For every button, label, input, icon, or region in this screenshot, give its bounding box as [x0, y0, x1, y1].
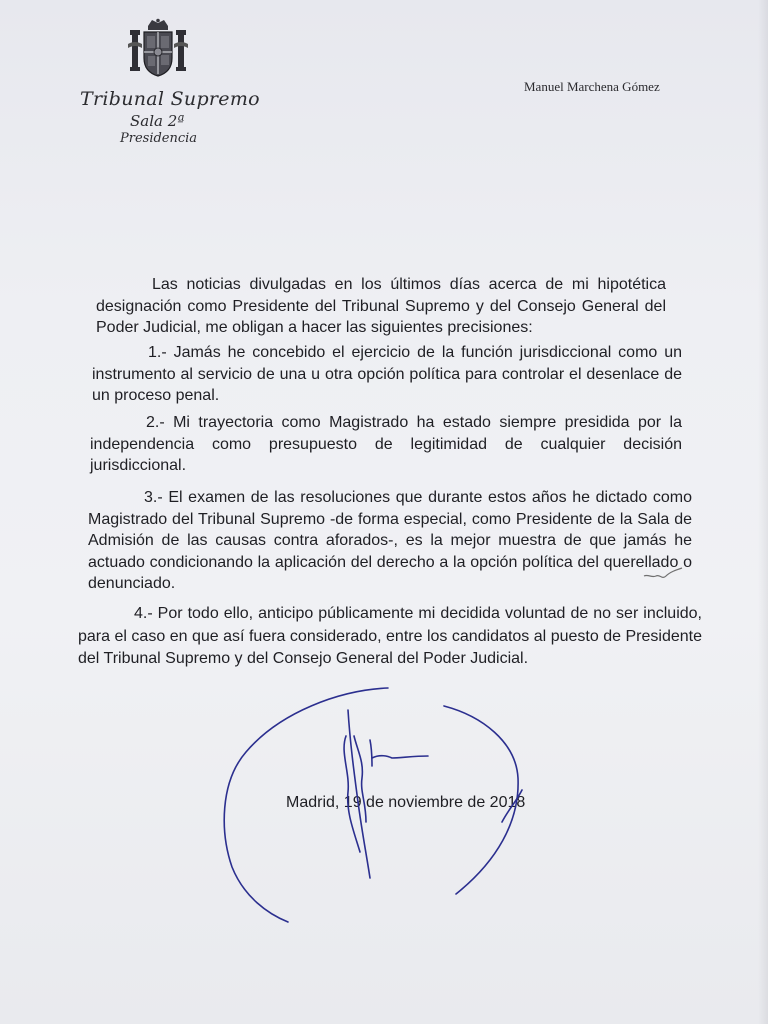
handwritten-signature — [220, 682, 530, 932]
point-3-paragraph: 3.- El examen de las resoluciones que durante estos años he dictado como Magistrado del Tribunal Supremo -de forma especial, como Presidente de la Sala de Admisión de las causas contra aforados-, es la mejor muestra de que jamás he actuado condicionando la aplicación del derecho a la opción política del querellado o denunciado. — [88, 489, 692, 592]
ink-mark — [640, 564, 686, 584]
point-4-paragraph: 4.- Por todo ello, anticipo públicamente mi decidida voluntad de no ser incluido, para el caso en que así fuera considerado, entre los candidatos al puesto de Presidente del Tribunal Supremo y del Consejo General del Poder Judicial. — [78, 605, 702, 667]
point-1-paragraph: 1.- Jamás he concebido el ejercicio de la función jurisdiccional como un instrumento al servicio de una u otra opción política para controlar el desenlace de un proceso penal. — [92, 344, 682, 404]
letterhead-chamber: Sala 2ª — [130, 112, 185, 130]
page-shadow-edge — [758, 0, 768, 1024]
place-and-date: Madrid, 19 de noviembre de 2018 — [286, 794, 526, 811]
point-2-paragraph: 2.- Mi trayectoria como Magistrado ha estado siempre presidida por la independencia como presupuesto de legitimidad de cualquier decisión jurisdiccional. — [90, 414, 682, 474]
intro-paragraph: Las noticias divulgadas en los últimos días acerca de mi hipotética designación como Presidente del Tribunal Supremo y del Consejo General del Poder Judicial, me obligan a hacer las siguientes precisiones: — [96, 276, 666, 336]
author-name: Manuel Marchena Gómez — [524, 79, 660, 94]
letterhead-institution: Tribunal Supremo — [80, 88, 260, 110]
letterhead-office: Presidencia — [120, 131, 198, 146]
coat-of-arms-icon — [126, 18, 190, 78]
